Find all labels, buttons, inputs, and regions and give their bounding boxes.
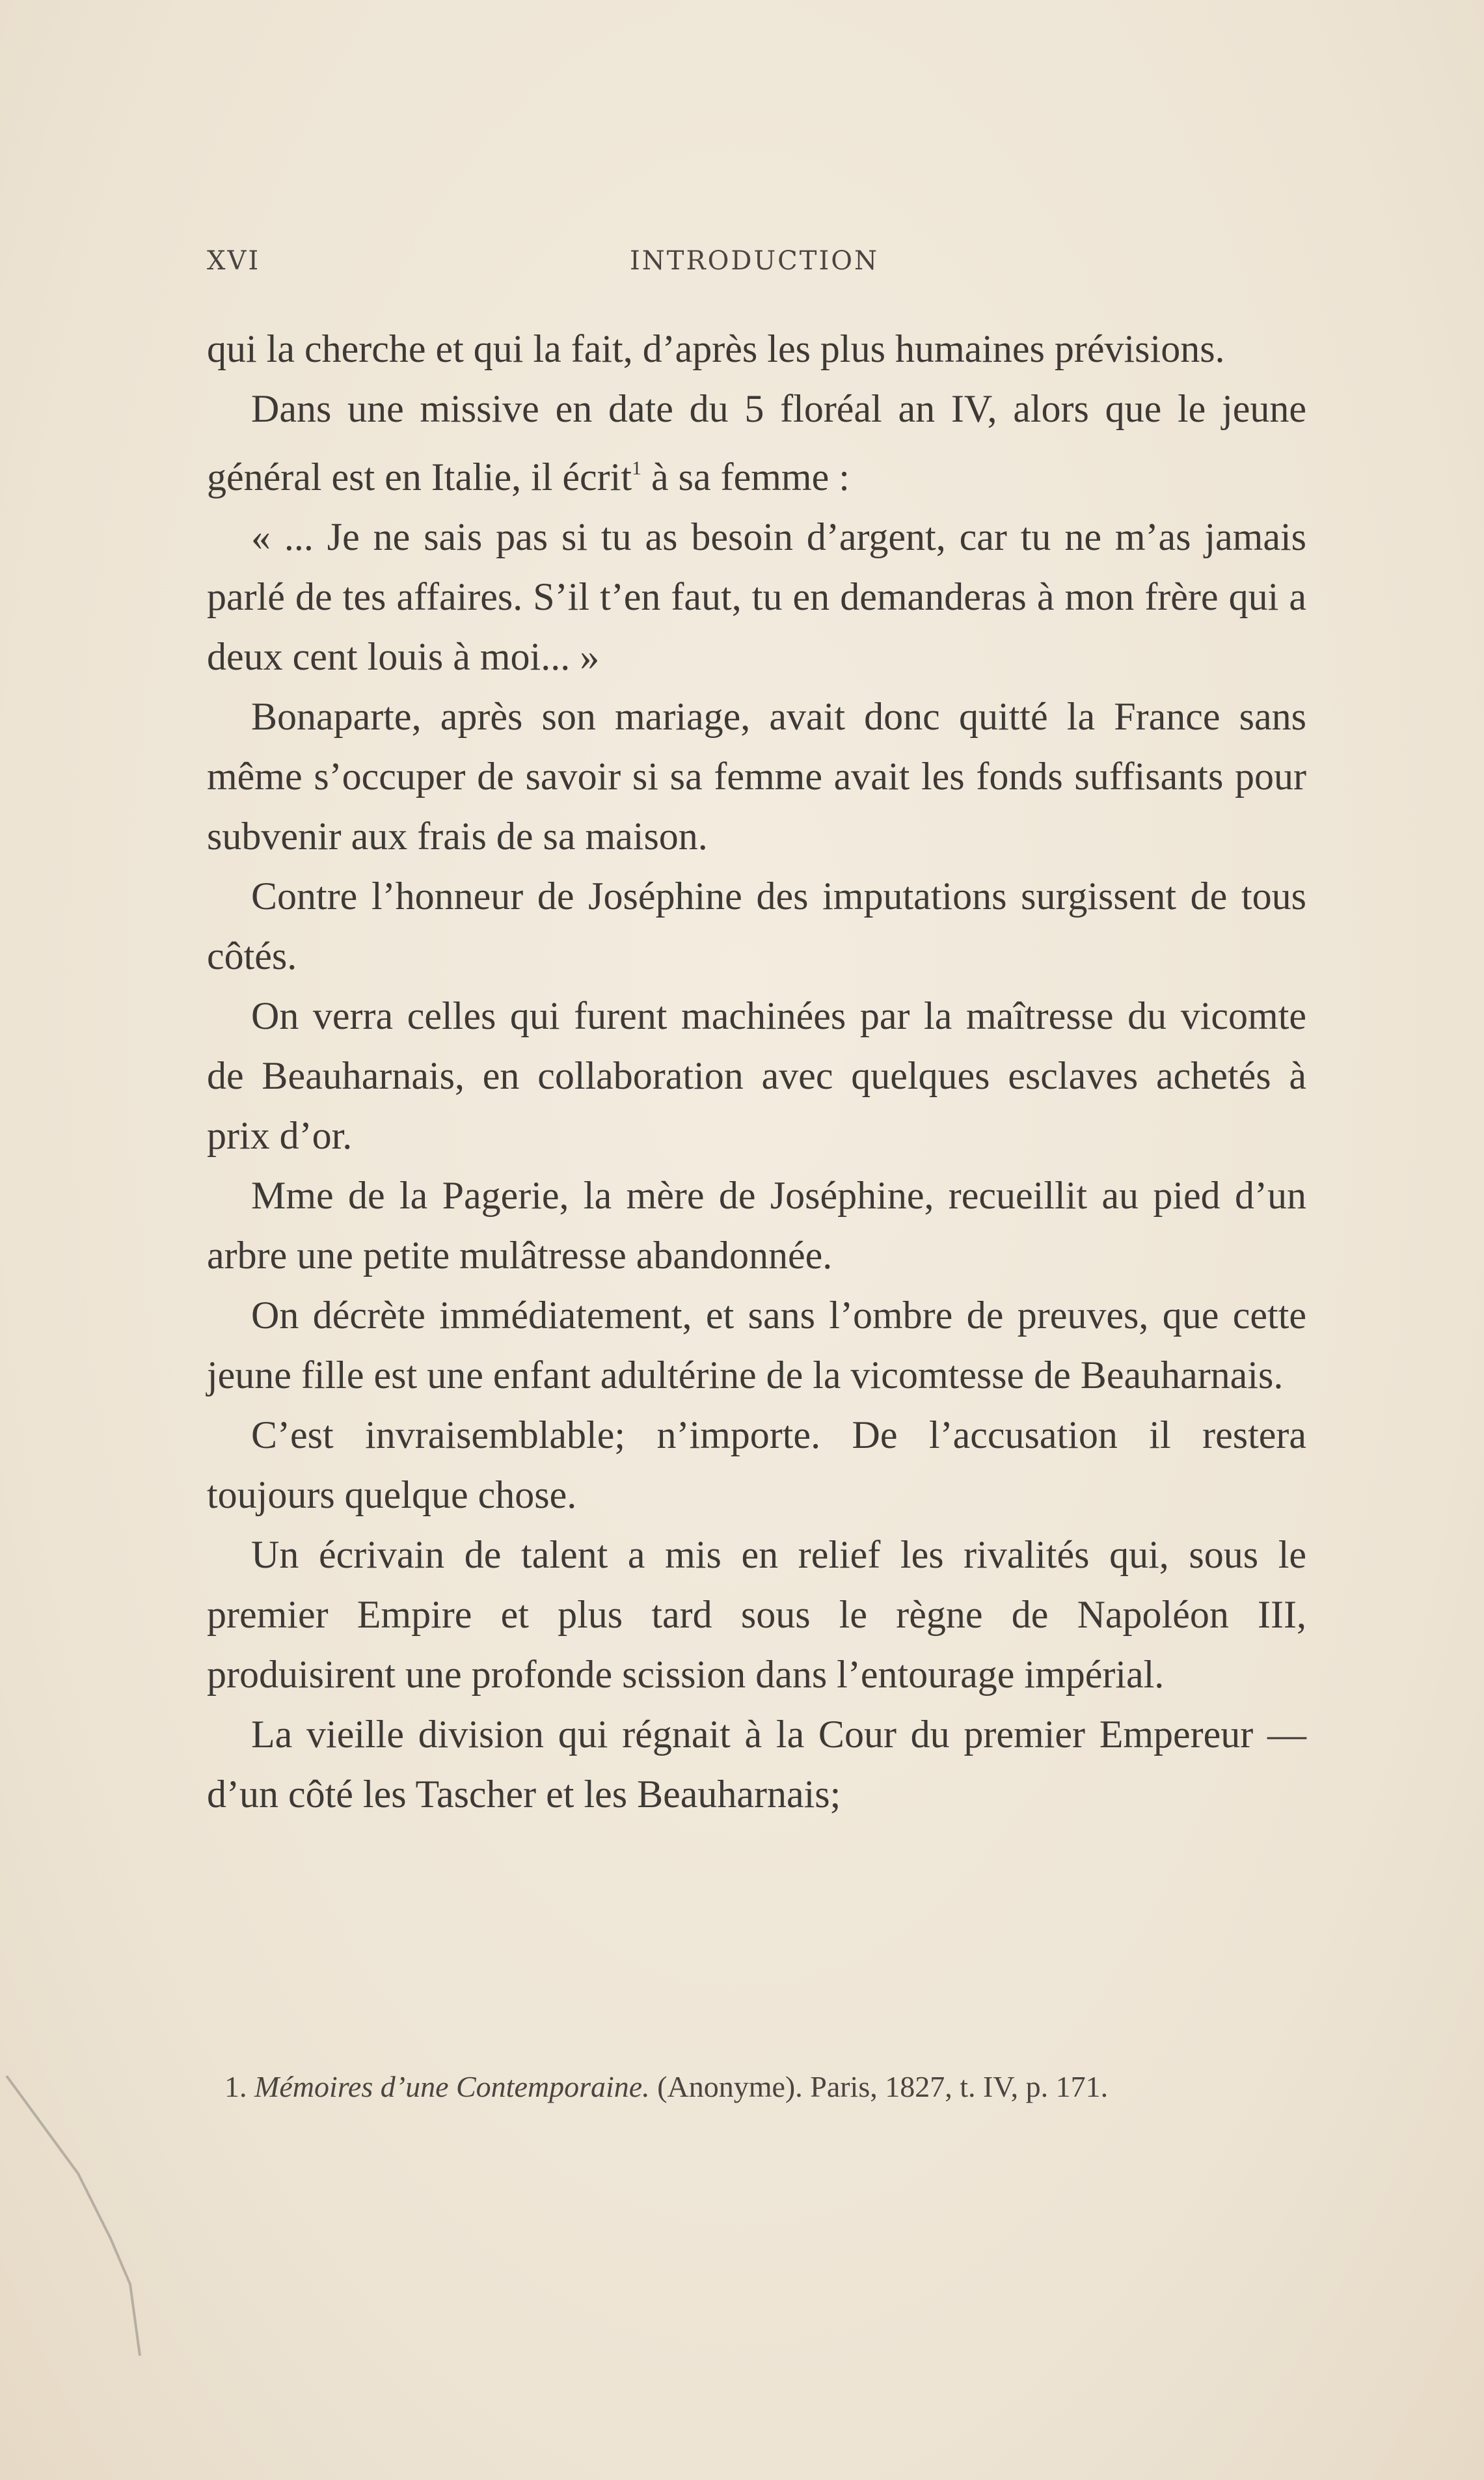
footnote — [224, 2069, 1330, 2104]
paragraph-5: Contre l’honneur de Joséphine des imputations surgissent de tous côtés. — [207, 875, 1306, 977]
paragraph-9: C’est invraisemblable; n’importe. De l’accusation il restera toujours quelque chose. — [207, 1413, 1306, 1516]
paragraph-2 — [207, 379, 1306, 507]
paragraph-1: qui la cherche et qui la fait, d’après les plus humaines prévisions. — [207, 327, 1225, 370]
footnote-number: 1. — [224, 2070, 247, 2103]
running-title: INTRODUCTION — [630, 246, 880, 276]
paragraph-2-text: Dans une missive en date du 5 floréal an IV, alors que le jeune général est en Italie, il écrit — [207, 387, 1306, 498]
page-number: XVI — [207, 246, 261, 276]
paragraph-8: On décrète immédiatement, et sans l’ombre de preuves, que cette jeune fille est une enfant adultérine de la vicomtesse de Beauharnais. — [207, 1294, 1306, 1397]
paragraph-10: Un écrivain de talent a mis en relief les rivalités qui, sous le premier Empire et plus tard sous le règne de Napoléon III, produisirent une profonde scission dans l’entourage impérial. — [207, 1533, 1306, 1696]
footnote-title: Mémoires d’une Contemporaine. — [254, 2070, 650, 2103]
paragraph-3-quote: « ... Je ne sais pas si tu as besoin d’argent, car tu ne m’as jamais parlé de tes affaires. S’il t’en faut, tu en demanderas à mon frère qui a deux cent louis à moi... » — [207, 515, 1306, 678]
main-text — [207, 319, 1306, 1824]
footnote-reference: 1 — [632, 457, 641, 479]
paragraph-7: Mme de la Pagerie, la mère de Joséphine, recueillit au pied d’un arbre une petite mulâtresse abandonnée. — [207, 1174, 1306, 1277]
paragraph-11: La vieille division qui régnait à la Cour du premier Empereur — d’un côté les Tascher et les Beauharnais; — [207, 1713, 1306, 1816]
paper-crease-mark — [0, 2069, 169, 2369]
paragraph-2-tail: à sa femme : — [651, 456, 850, 498]
footnote-details: (Anonyme). Paris, 1827, t. IV, p. 171. — [657, 2070, 1109, 2103]
running-header — [207, 246, 1306, 285]
paragraph-6: On verra celles qui furent machinées par la maîtresse du vicomte de Beauharnais, en collaboration avec quelques esclaves achetés à prix d’or. — [207, 994, 1306, 1157]
paragraph-4: Bonaparte, après son mariage, avait donc quitté la France sans même s’occuper de savoir si sa femme avait les fonds suffisants pour subvenir aux frais de sa maison. — [207, 695, 1306, 858]
